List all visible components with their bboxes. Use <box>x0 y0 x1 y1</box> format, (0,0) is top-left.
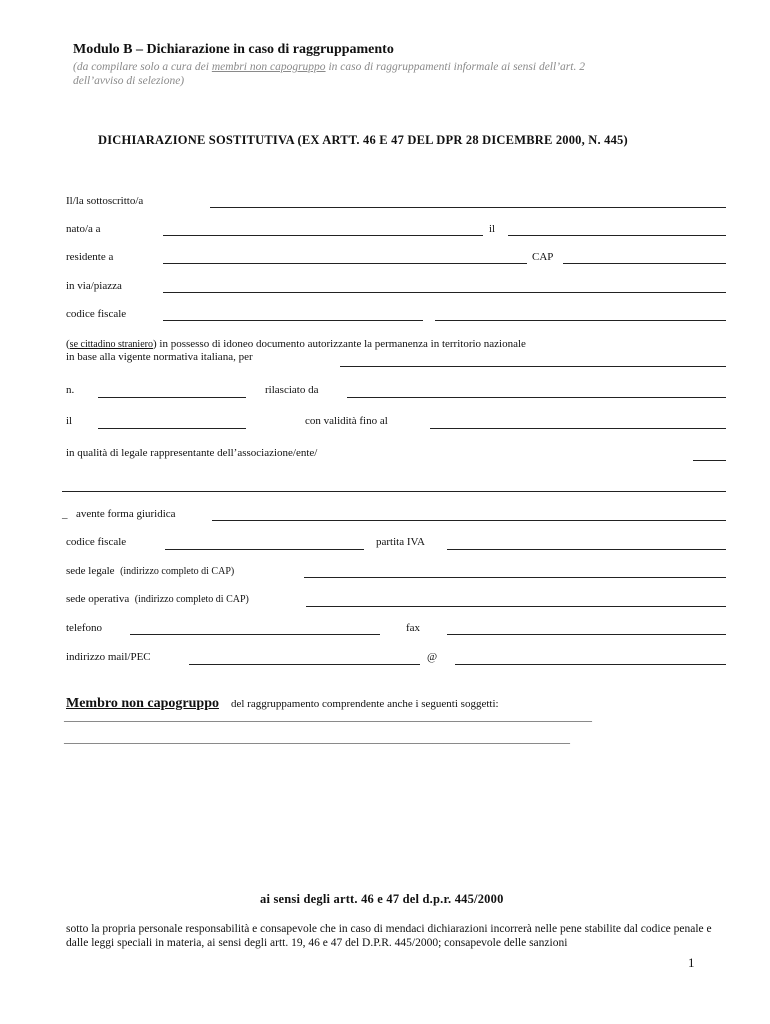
label-il-2: il <box>66 415 73 427</box>
field-via[interactable] <box>163 292 726 293</box>
field-sottoscritto[interactable] <box>210 207 726 208</box>
field-partita-iva[interactable] <box>447 549 726 550</box>
subtitle-text: (da compilare solo a cura dei <box>73 61 212 73</box>
label-partita-iva: partita IVA <box>376 536 425 548</box>
straniero-rest: ) in possesso di idoneo documento autorizzante la permanenza in territorio nazionale <box>152 338 526 350</box>
field-codice-fiscale[interactable] <box>163 320 423 321</box>
field-sede-legale[interactable] <box>304 577 726 578</box>
label-normativa: in base alla vigente normativa italiana, per <box>66 351 253 363</box>
membro-line-1[interactable]: ________________________________________________________________________________________________ <box>64 711 592 723</box>
label-via: in via/piazza <box>66 280 122 292</box>
responsabilita-paragraph: sotto la propria personale responsabilità e consapevole che in caso di mendaci dichiarazioni incorrerà nelle pene stabilite dal codice penale e dalle leggi speciali in materia, ai sensi degli artt. 19, 46 e 47 del D.P.R. 445/2000; consapevole delle sanzioni <box>66 923 712 949</box>
declaration-heading: DICHIARAZIONE SOSTITUTIVA (EX ARTT. 46 E 47 DEL DPR 28 DICEMBRE 2000, N. 445) <box>98 133 628 147</box>
label-telefono: telefono <box>66 622 103 634</box>
sede-legale-note: (indirizzo completo di CAP) <box>120 566 235 577</box>
page-number: 1 <box>688 955 695 970</box>
subtitle-link: membri non capogruppo <box>211 61 326 73</box>
field-forma-giuridica[interactable] <box>212 520 726 521</box>
straniero-open: ( <box>66 338 70 350</box>
field-documento[interactable] <box>340 366 726 367</box>
label-cap: CAP <box>532 251 554 263</box>
field-validita[interactable] <box>430 428 726 429</box>
sede-legale-text: sede legale <box>66 565 115 577</box>
label-residente: residente a <box>66 251 114 263</box>
field-cap[interactable] <box>563 263 726 264</box>
field-codice-fiscale-ente[interactable] <box>165 549 364 550</box>
label-mail: indirizzo mail/PEC <box>66 651 151 663</box>
label-sottoscritto: Il/la sottoscritto/a <box>66 195 144 207</box>
label-fax: fax <box>406 622 421 634</box>
sede-operativa-text: sede operativa <box>66 593 130 605</box>
label-nato: nato/a a <box>66 223 101 235</box>
label-rilasciato: rilasciato da <box>265 384 319 396</box>
label-codice-fiscale-ente: codice fiscale <box>66 536 127 548</box>
form-subtitle <box>73 60 585 74</box>
field-codice-fiscale-2[interactable] <box>435 320 726 321</box>
sensi-heading: ai sensi degli artt. 46 e 47 del d.p.r. 445/2000 <box>260 892 504 906</box>
field-data-rilascio[interactable] <box>98 428 246 429</box>
forma-prefix: _ <box>62 508 68 520</box>
field-mail-domain[interactable] <box>455 664 726 665</box>
label-n: n. <box>66 384 75 396</box>
field-associazione-short[interactable] <box>693 460 726 461</box>
label-validita: con validità fino al <box>305 415 388 427</box>
field-nato[interactable] <box>163 235 483 236</box>
sede-operativa-note: (indirizzo completo di CAP) <box>134 594 249 605</box>
straniero-link: se cittadino straniero <box>69 339 153 350</box>
field-residente[interactable] <box>163 263 527 264</box>
field-telefono[interactable] <box>130 634 380 635</box>
label-forma-giuridica: avente forma giuridica <box>76 508 176 520</box>
at-sign: @ <box>427 651 438 663</box>
label-il: il <box>489 223 496 235</box>
field-fax[interactable] <box>447 634 726 635</box>
label-qualita: in qualità di legale rappresentante dell’associazione/ente/ <box>66 447 318 459</box>
field-associazione[interactable] <box>62 491 726 492</box>
label-codice-fiscale: codice fiscale <box>66 308 127 320</box>
membro-text: del raggruppamento comprendente anche i seguenti soggetti: <box>230 698 499 710</box>
field-numero[interactable] <box>98 397 246 398</box>
subtitle-text-2: in caso di raggruppamenti informale ai sensi dell’art. 2 <box>325 61 585 73</box>
field-mail-user[interactable] <box>189 664 420 665</box>
field-data-nascita[interactable] <box>508 235 726 236</box>
straniero-text <box>66 338 526 350</box>
membro-section <box>66 694 499 712</box>
membro-line-2[interactable]: ____________________________________________________________________________________________ <box>64 733 570 745</box>
label-sede-legale <box>66 565 234 577</box>
label-sede-operativa <box>66 593 249 605</box>
form-subtitle-line2: dell’avviso di selezione) <box>73 75 185 87</box>
field-rilasciato[interactable] <box>347 397 726 398</box>
form-title: Modulo B – Dichiarazione in caso di raggruppamento <box>73 42 394 57</box>
field-sede-operativa[interactable] <box>306 606 726 607</box>
membro-label: Membro non capogruppo <box>66 696 219 711</box>
